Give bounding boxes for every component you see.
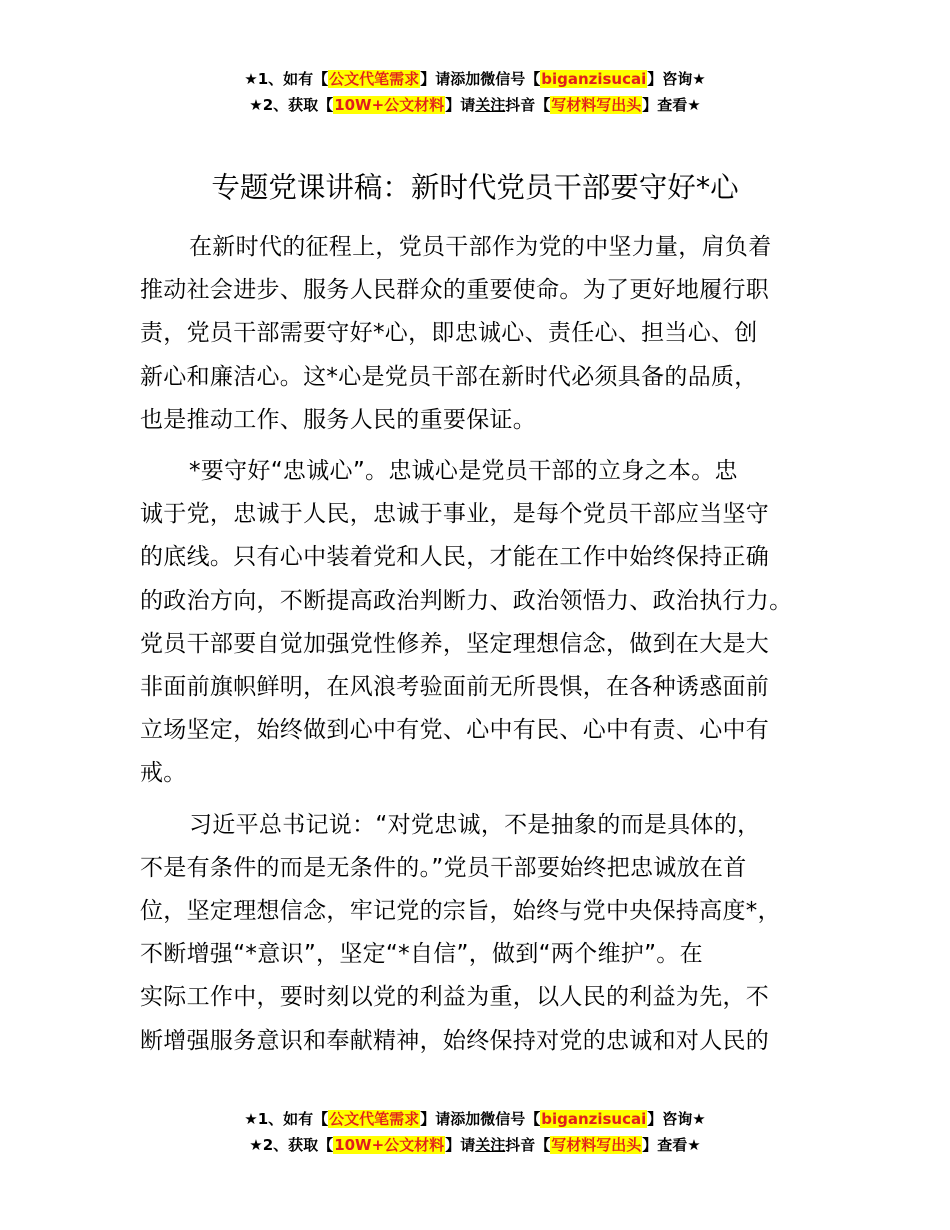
text-line: 实际工作中，要时刻以党的利益为重，以人民的利益为先，不 [140, 984, 770, 1011]
paragraph-intro [140, 226, 815, 442]
banner-highlight-douyin: 写材料写出头 [551, 1136, 642, 1154]
banner-line-2: ★2、获取【10W+公文材料】请关注抖音【写材料写出头】查看★ [249, 1136, 701, 1154]
banner-highlight-douyin: 写材料写出头 [551, 96, 642, 114]
banner-highlight-wechat: biganzisucai [541, 70, 647, 88]
paragraph-quote [140, 804, 815, 1063]
banner-line-1: ★1、如有【公文代笔需求】请添加微信号【biganzisucai】咨询★ [244, 70, 706, 88]
banner-line-1: ★1、如有【公文代笔需求】请添加微信号【biganzisucai】咨询★ [244, 1110, 706, 1128]
text-line: 位，坚定理想信念，牢记党的宗旨，始终与党中央保持高度*， [140, 898, 781, 925]
text-line: *要守好“忠诚心”。忠诚心是党员干部的立身之本。忠 [189, 458, 738, 485]
banner-highlight-service: 公文代笔需求 [329, 70, 420, 88]
text-line: 的底线。只有心中装着党和人民，才能在工作中始终保持正确 [140, 544, 770, 571]
text-line: 也是推动工作、服务人民的重要保证。 [140, 406, 537, 433]
banner-highlight-wechat: biganzisucai [541, 1110, 647, 1128]
text-line: 在新时代的征程上，党员干部作为党的中坚力量，肩负着 [189, 234, 772, 260]
text-line: 新心和廉洁心。这*心是党员干部在新时代必须具备的品质， [140, 363, 758, 390]
text-line: 的政治方向，不断提高政治判断力、政治领悟力、政治执行力。 [140, 587, 793, 614]
banner-highlight-service: 公文代笔需求 [329, 1110, 420, 1128]
banner-follow-link[interactable]: 关注 [475, 1136, 506, 1154]
text-line: 不是有条件的而是无条件的。”党员干部要始终把忠诚放在首 [140, 854, 747, 881]
text-line: 责，党员干部需要守好*心，即忠诚心、责任心、担当心、创 [140, 320, 758, 347]
text-line: 推动社会进步、服务人民群众的重要使命。为了更好地履行职 [140, 277, 770, 304]
text-line: 诚于党，忠诚于人民，忠诚于事业，是每个党员干部应当坚守 [140, 501, 770, 528]
text-line: 不断增强“*意识”，坚定“*自信”，做到“两个维护”。在 [140, 941, 703, 968]
paragraph-loyalty [140, 450, 815, 796]
text-line: 戒。 [140, 760, 187, 787]
document-title: 专题党课讲稿：新时代党员干部要守好*心 [211, 171, 739, 204]
header-banner [0, 66, 950, 118]
text-line: 非面前旗帜鲜明，在风浪考验面前无所畏惧，在各种诱惑面前 [140, 674, 770, 701]
banner-highlight-materials: 10W+公文材料 [334, 96, 445, 114]
text-line: 党员干部要自觉加强党性修养，坚定理想信念，做到在大是大 [140, 630, 770, 657]
footer-banner [0, 1106, 950, 1158]
document-body [140, 226, 815, 1063]
text-line: 断增强服务意识和奉献精神，始终保持对党的忠诚和对人民的 [140, 1027, 770, 1054]
banner-highlight-materials: 10W+公文材料 [334, 1136, 445, 1154]
banner-follow-link[interactable]: 关注 [475, 96, 506, 114]
text-line: 立场坚定，始终做到心中有党、心中有民、心中有责、心中有 [140, 717, 770, 744]
banner-line-2: ★2、获取【10W+公文材料】请关注抖音【写材料写出头】查看★ [249, 96, 701, 114]
text-line: 习近平总书记说：“对党忠诚，不是抽象的而是具体的， [189, 811, 761, 838]
